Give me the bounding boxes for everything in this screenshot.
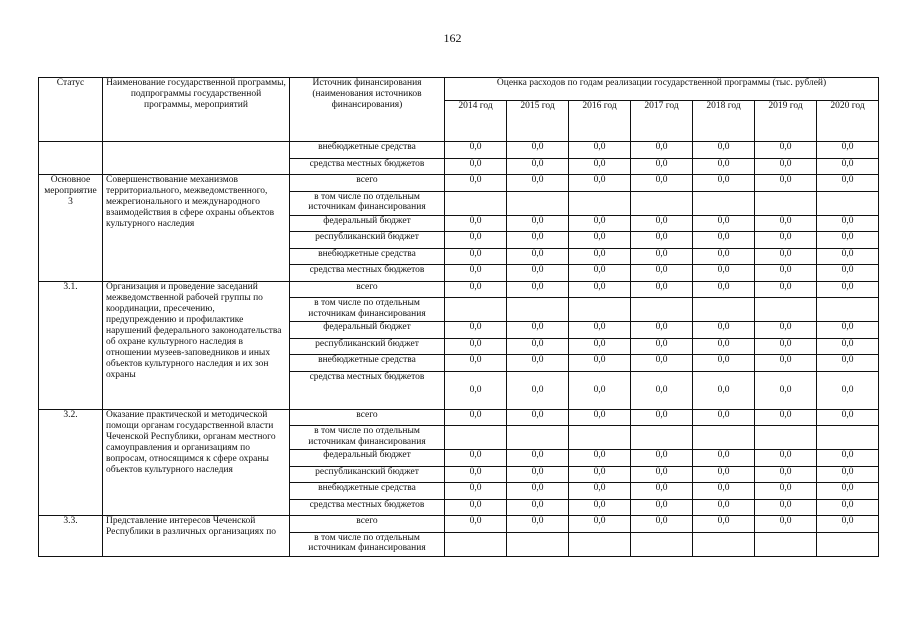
value-cell: 0,0 [817,175,879,192]
header-year: 2015 год [507,101,569,142]
value-cell [817,426,879,450]
value-cell: 0,0 [631,232,693,249]
value-cell: 0,0 [445,248,507,265]
name-cell [103,142,290,175]
table-row [39,142,879,159]
value-cell: 0,0 [445,483,507,500]
value-cell [507,298,569,322]
value-cell: 0,0 [693,516,755,533]
table-row [39,175,879,192]
source-cell: в том числе по отдельным источникам финансирования [290,191,445,215]
value-cell: 0,0 [569,175,631,192]
source-cell: всего [290,281,445,298]
value-cell: 0,0 [693,338,755,355]
value-cell: 0,0 [817,232,879,249]
value-cell: 0,0 [569,322,631,339]
value-cell: 0,0 [445,175,507,192]
value-cell: 0,0 [817,450,879,467]
page-number: 162 [443,31,462,45]
value-cell: 0,0 [507,466,569,483]
value-cell: 0,0 [817,409,879,426]
value-cell: 0,0 [507,322,569,339]
value-cell: 0,0 [569,232,631,249]
name-cell: Совершенствование механизмов территориального, межведомственного, межрегионального и международного взаимодействия в сфере охраны объектов культурного наследия [103,175,290,282]
value-cell: 0,0 [445,142,507,159]
value-cell: 0,0 [445,466,507,483]
value-cell: 0,0 [569,499,631,516]
table-row [39,281,879,298]
value-cell: 0,0 [507,232,569,249]
status-cell [39,142,103,175]
value-cell: 0,0 [817,142,879,159]
value-cell [507,191,569,215]
value-cell: 0,0 [507,265,569,282]
status-cell: 3.2. [39,409,103,516]
value-cell: 0,0 [445,281,507,298]
value-cell: 0,0 [693,265,755,282]
value-cell: 0,0 [631,483,693,500]
value-cell: 0,0 [817,265,879,282]
value-cell: 0,0 [755,215,817,232]
value-cell: 0,0 [755,516,817,533]
value-cell: 0,0 [755,450,817,467]
value-cell [631,426,693,450]
value-cell: 0,0 [755,355,817,372]
value-cell: 0,0 [693,499,755,516]
value-cell: 0,0 [755,281,817,298]
value-cell [445,532,507,556]
source-cell: всего [290,175,445,192]
value-cell: 0,0 [445,450,507,467]
value-cell: 0,0 [569,409,631,426]
value-cell: 0,0 [817,499,879,516]
value-cell: 0,0 [445,371,507,409]
value-cell: 0,0 [507,516,569,533]
header-years-title: Оценка расходов по годам реализации государственной программы (тыс. рублей) [445,78,879,101]
value-cell [755,298,817,322]
source-cell: всего [290,409,445,426]
value-cell: 0,0 [507,450,569,467]
status-cell: Основное мероприятие 3 [39,175,103,282]
value-cell: 0,0 [631,516,693,533]
source-cell: средства местных бюджетов [290,371,445,409]
value-cell: 0,0 [507,142,569,159]
value-cell: 0,0 [817,322,879,339]
value-cell: 0,0 [817,158,879,175]
value-cell: 0,0 [507,158,569,175]
value-cell: 0,0 [445,215,507,232]
header-year: 2019 год [755,101,817,142]
value-cell: 0,0 [445,158,507,175]
name-cell: Организация и проведение заседаний межведомственной рабочей группы по координации, пресечению, предупреждению и профилактике нарушений федерального законодательства об охране культурного наследия в отношении музеев-заповедников и иных объектов культурного наследия и их зон охраны [103,281,290,409]
table-row [39,409,879,426]
table-row [39,516,879,533]
value-cell [631,191,693,215]
value-cell: 0,0 [755,265,817,282]
value-cell [445,426,507,450]
value-cell: 0,0 [817,483,879,500]
value-cell: 0,0 [755,248,817,265]
value-cell: 0,0 [507,338,569,355]
value-cell: 0,0 [507,499,569,516]
value-cell: 0,0 [693,158,755,175]
value-cell: 0,0 [569,466,631,483]
value-cell: 0,0 [755,483,817,500]
value-cell: 0,0 [755,466,817,483]
value-cell [445,191,507,215]
header-year: 2016 год [569,101,631,142]
value-cell: 0,0 [693,483,755,500]
value-cell: 0,0 [693,409,755,426]
value-cell [569,191,631,215]
source-cell: внебюджетные средства [290,483,445,500]
value-cell: 0,0 [569,215,631,232]
value-cell: 0,0 [445,232,507,249]
value-cell: 0,0 [445,338,507,355]
value-cell [569,532,631,556]
value-cell [755,532,817,556]
value-cell: 0,0 [693,281,755,298]
header-name: Наименование государственной программы, подпрограммы государственной программы, мероприятий [103,78,290,142]
name-cell: Представление интересов Чеченской Республики в различных организациях по [103,516,290,557]
value-cell: 0,0 [817,338,879,355]
value-cell: 0,0 [631,142,693,159]
value-cell: 0,0 [755,232,817,249]
value-cell [817,532,879,556]
source-cell: республиканский бюджет [290,232,445,249]
header-year: 2020 год [817,101,879,142]
value-cell: 0,0 [569,248,631,265]
value-cell: 0,0 [755,142,817,159]
value-cell [693,298,755,322]
value-cell: 0,0 [755,371,817,409]
value-cell: 0,0 [507,175,569,192]
name-cell: Оказание практической и методической помощи органам государственной власти Чеченской Республики, органам местного самоуправления и организациям по вопросам, относящимся к сфере охраны объектов культурного наследия [103,409,290,516]
value-cell: 0,0 [693,175,755,192]
value-cell: 0,0 [569,265,631,282]
value-cell: 0,0 [817,215,879,232]
value-cell: 0,0 [445,355,507,372]
value-cell: 0,0 [631,355,693,372]
value-cell: 0,0 [569,450,631,467]
value-cell: 0,0 [631,265,693,282]
value-cell: 0,0 [631,371,693,409]
value-cell: 0,0 [631,499,693,516]
value-cell: 0,0 [569,142,631,159]
value-cell: 0,0 [755,322,817,339]
value-cell: 0,0 [817,516,879,533]
value-cell: 0,0 [631,409,693,426]
value-cell: 0,0 [693,215,755,232]
source-cell: в том числе по отдельным источникам финансирования [290,298,445,322]
value-cell: 0,0 [507,483,569,500]
value-cell [755,191,817,215]
value-cell: 0,0 [755,158,817,175]
source-cell: республиканский бюджет [290,338,445,355]
value-cell: 0,0 [569,483,631,500]
value-cell: 0,0 [755,499,817,516]
value-cell: 0,0 [507,215,569,232]
value-cell: 0,0 [569,371,631,409]
value-cell: 0,0 [507,371,569,409]
source-cell: федеральный бюджет [290,215,445,232]
budget-table [38,77,879,557]
source-cell: средства местных бюджетов [290,158,445,175]
source-cell: средства местных бюджетов [290,499,445,516]
value-cell: 0,0 [755,175,817,192]
source-cell: всего [290,516,445,533]
value-cell [507,426,569,450]
value-cell: 0,0 [507,355,569,372]
value-cell: 0,0 [631,215,693,232]
value-cell: 0,0 [693,371,755,409]
value-cell: 0,0 [693,232,755,249]
value-cell: 0,0 [817,355,879,372]
value-cell: 0,0 [569,158,631,175]
status-cell: 3.1. [39,281,103,409]
value-cell: 0,0 [631,338,693,355]
value-cell: 0,0 [507,409,569,426]
value-cell: 0,0 [631,158,693,175]
value-cell: 0,0 [817,248,879,265]
value-cell: 0,0 [445,499,507,516]
value-cell: 0,0 [693,450,755,467]
value-cell [693,532,755,556]
header-year: 2018 год [693,101,755,142]
value-cell [817,191,879,215]
value-cell: 0,0 [755,338,817,355]
value-cell: 0,0 [569,355,631,372]
value-cell: 0,0 [445,516,507,533]
value-cell: 0,0 [631,322,693,339]
source-cell: средства местных бюджетов [290,265,445,282]
value-cell: 0,0 [631,281,693,298]
value-cell: 0,0 [817,281,879,298]
value-cell: 0,0 [631,466,693,483]
value-cell: 0,0 [693,355,755,372]
source-cell: федеральный бюджет [290,322,445,339]
value-cell: 0,0 [569,281,631,298]
value-cell [693,191,755,215]
source-cell: внебюджетные средства [290,142,445,159]
source-cell: республиканский бюджет [290,466,445,483]
value-cell [631,532,693,556]
value-cell [569,298,631,322]
value-cell: 0,0 [445,265,507,282]
source-cell: внебюджетные средства [290,355,445,372]
value-cell: 0,0 [507,248,569,265]
value-cell: 0,0 [631,248,693,265]
source-cell: федеральный бюджет [290,450,445,467]
value-cell [507,532,569,556]
value-cell: 0,0 [631,175,693,192]
value-cell: 0,0 [817,466,879,483]
value-cell [755,426,817,450]
value-cell [569,426,631,450]
value-cell: 0,0 [693,248,755,265]
header-year: 2014 год [445,101,507,142]
value-cell [631,298,693,322]
source-cell: внебюджетные средства [290,248,445,265]
value-cell: 0,0 [631,450,693,467]
source-cell: в том числе по отдельным источникам финансирования [290,532,445,556]
header-status: Статус [39,78,103,142]
header-year: 2017 год [631,101,693,142]
source-cell: в том числе по отдельным источникам финансирования [290,426,445,450]
value-cell [445,298,507,322]
value-cell: 0,0 [569,338,631,355]
value-cell: 0,0 [755,409,817,426]
header-source: Источник финансирования (наименования источников финансирования) [290,78,445,142]
value-cell: 0,0 [693,322,755,339]
value-cell: 0,0 [507,281,569,298]
value-cell: 0,0 [693,142,755,159]
value-cell [817,298,879,322]
status-cell: 3.3. [39,516,103,557]
value-cell: 0,0 [569,516,631,533]
value-cell: 0,0 [445,409,507,426]
value-cell [693,426,755,450]
value-cell: 0,0 [693,466,755,483]
value-cell: 0,0 [817,371,879,409]
value-cell: 0,0 [445,322,507,339]
